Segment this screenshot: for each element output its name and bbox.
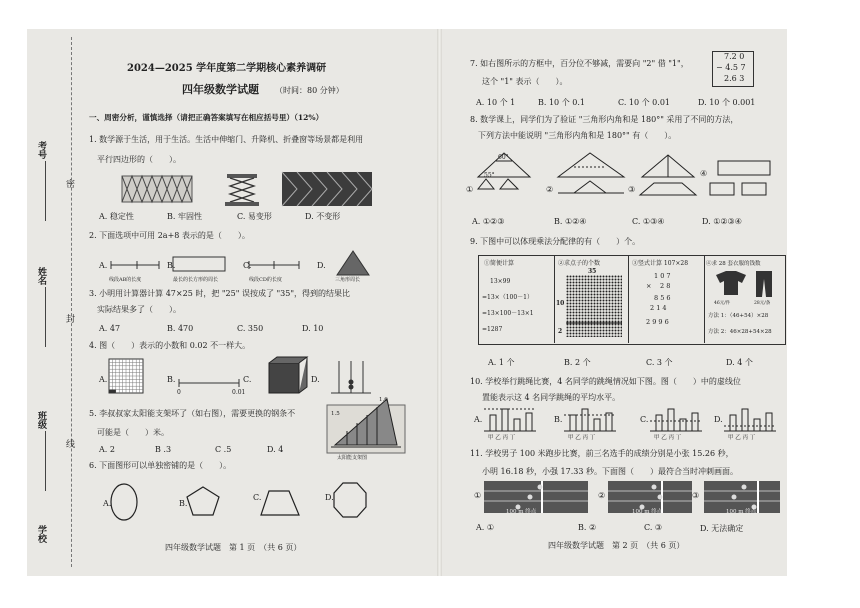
q11-mark-1: ①	[474, 491, 482, 500]
q3-option-b: B. 470	[167, 324, 194, 333]
q2-text: 2. 下面选项中可用 2a+8 表示的是（ ）。	[89, 231, 250, 240]
q1-text: 1. 数学源于生活，用于生活。生活中伸缩门、升降机、折叠窗等场景都是利用	[89, 135, 364, 144]
q10-chart-a	[484, 409, 536, 431]
q10-chart-b	[564, 409, 616, 431]
q7-box-line-1: 7.2 0	[724, 52, 745, 61]
q7-option-b: B. 10 个 0.1	[538, 98, 585, 107]
q7-text-2: 这个 "1" 表示（ ）。	[482, 77, 568, 86]
q9-option-d: D. 4 个	[726, 358, 753, 367]
ellipse-shape	[111, 484, 137, 520]
q5-figure-label-2: 1.6	[379, 397, 388, 403]
q2-caption-a: 线段AB的长度	[109, 277, 142, 283]
q10-chart-c	[650, 409, 702, 431]
q9-dots-35: 35	[588, 268, 597, 275]
abacus-figure	[331, 361, 371, 393]
exam-page-1	[27, 29, 437, 576]
q9-price-pants: 28元/条	[754, 301, 771, 306]
q5-option-b: B .3	[155, 445, 172, 454]
q5-option-a: A. 2	[99, 445, 115, 454]
exam-number-label: 考号	[36, 141, 46, 159]
q5-option-d: D. 4	[267, 445, 284, 454]
exam-sheet	[27, 29, 787, 576]
q9-text: 9. 下图中可以体现乘法分配律的有（ ）个。	[470, 237, 641, 246]
q9-vertical-1: 1 0 7	[654, 272, 671, 280]
q3-option-a: A. 47	[99, 324, 121, 333]
q11-option-d: D. 无法确定	[700, 524, 744, 533]
q8-mark-3: ③	[628, 185, 636, 194]
q1-figures	[122, 172, 382, 208]
segment-ab-figure	[111, 261, 159, 269]
q10-names-d: 甲 乙 丙 丁	[728, 435, 756, 441]
exam-page-2	[442, 29, 787, 576]
q3-text-2: 实际结果多了（ ）。	[97, 305, 181, 314]
q8-option-c: C. ①③④	[632, 217, 665, 226]
q2-figures	[109, 251, 369, 281]
segment-cd-figure	[249, 261, 299, 269]
q9-vertical-3: 8 5 6	[654, 294, 671, 302]
telescopic-gate-image	[122, 176, 192, 202]
q9-vertical-4: 2 1 4	[650, 304, 667, 312]
q3-option-c: C. 350	[237, 324, 264, 333]
exam-number-line	[45, 161, 46, 221]
trapezoid-shape	[261, 491, 299, 515]
class-label: 班级	[36, 411, 46, 429]
seal-feng-char: 封	[64, 314, 74, 323]
q11-text-2: 小明 16.18 秒，小强 17.33 秒。下面图（ ）最符合当时冲刺画面。	[482, 467, 738, 476]
q8-angle-60: 60°	[498, 154, 509, 161]
q5-text-2: 可能是（ ）米。	[97, 428, 169, 437]
q6-option-a: A.	[103, 499, 112, 508]
q1-option-a: A. 稳定性	[99, 212, 134, 221]
q10-option-a: A.	[474, 415, 483, 424]
q10-option-d: D.	[714, 415, 723, 424]
cube-blocks-figure	[269, 357, 307, 393]
q4-option-a: A.	[99, 375, 108, 384]
solar-bracket-figure	[327, 391, 405, 461]
number-line-figure	[179, 379, 239, 387]
q4-axis-zero: 0	[177, 389, 181, 396]
q6-option-c: C.	[253, 493, 262, 502]
seal-dashed-line	[71, 37, 72, 567]
q11-option-a: A. ①	[476, 523, 495, 532]
q7-text: 7. 如右图所示的方框中，百分位不够减，需要向 "2" 借 "1"，	[470, 59, 689, 68]
q6-option-d: D.	[325, 493, 334, 502]
q2-caption-c: 线段CD的长度	[249, 277, 282, 283]
section-1-heading: 一、周密分析，谨慎选择（请把正确答案填写在相应括号里）（12%）	[89, 113, 324, 122]
q4-axis-end: 0.01	[232, 389, 246, 396]
q9-option-b: B. 2 个	[564, 358, 591, 367]
q9-divider-2	[628, 255, 629, 343]
q10-text: 10. 学校举行跳绳比赛，4 名同学的跳绳情况如下图。图（ ）中的虚线位	[470, 377, 741, 386]
page-1-footer: 四年级数学试题 第 1 页 （共 6 页）	[165, 543, 302, 552]
q6-option-b: B.	[179, 499, 188, 508]
q3-text: 3. 小明用计算器计算 47×25 时，把 "25" 误按成了 "35"，得到的结果比	[89, 289, 351, 298]
q9-head-1: ①简便计算	[484, 260, 515, 267]
q8-option-a: A. ①②③	[472, 217, 505, 226]
q10-names-a: 甲 乙 丙 丁	[488, 435, 516, 441]
q9-vertical-5: 2 9 9 6	[646, 318, 669, 326]
q11-text: 11. 学校男子 100 米跑步比赛，前三名选手的成绩分别是小张 15.26 秒，	[470, 449, 734, 458]
folding-window-image	[282, 172, 372, 206]
q5-figure-label-1: 1.5	[331, 411, 340, 417]
exam-title: 2024—2025 学年度第二学期核心素养调研	[127, 63, 327, 74]
q9-price-shirt: 46元/件	[714, 301, 731, 306]
clothes-figure	[712, 269, 776, 301]
q5-option-c: C .5	[215, 445, 232, 454]
q4-option-d: D.	[311, 375, 320, 384]
q9-head-4: ④求 28 套衣服的钱数	[706, 261, 761, 267]
name-label: 姓名	[36, 267, 46, 285]
q2-caption-d: 三角形周长	[335, 277, 361, 283]
q4-option-c: C.	[243, 375, 252, 384]
exam-subtitle: 四年级数学试题	[182, 83, 259, 96]
q2-option-b: B.	[167, 261, 176, 270]
triangle-figure	[337, 251, 369, 275]
q6-text: 6. 下面图形可以单独密铺的是（ ）。	[89, 461, 232, 470]
q11-option-c: C. ③	[644, 523, 663, 532]
q8-figure-4	[710, 161, 770, 195]
q9-option-c: C. 3 个	[646, 358, 673, 367]
q7-option-d: D. 10 个 0.001	[698, 98, 756, 107]
q10-option-c: C.	[640, 415, 649, 424]
q9-calc-line-1: 13×99	[490, 278, 511, 285]
q2-option-a: A.	[99, 261, 108, 270]
q9-calc-line-2: =13×（100－1）	[482, 294, 533, 301]
q9-head-2: ②求点子的个数	[558, 260, 601, 267]
q9-vertical-2: × 2 8	[646, 282, 671, 290]
page-2-footer: 四年级数学试题 第 2 页 （共 6 页）	[548, 541, 685, 550]
q11-mark-2: ②	[598, 491, 606, 500]
q7-option-c: C. 10 个 0.01	[618, 98, 670, 107]
q8-mark-1: ①	[466, 185, 474, 194]
q11-track-label-1: 100 m 终点	[506, 509, 537, 515]
q9-calc-line-4: =1287	[482, 326, 503, 333]
q8-text-2: 下列方法中能说明 "三角形内角和是 180°" 有（ ）。	[478, 131, 677, 140]
q4-option-b: B.	[167, 375, 176, 384]
q3-option-d: D. 10	[302, 324, 324, 333]
q2-caption-b: 最长的长方形的周长	[173, 277, 219, 283]
exam-time: （时间：80 分钟）	[275, 86, 344, 95]
q8-figures	[474, 147, 774, 205]
class-line	[45, 431, 46, 491]
q4-text: 4. 图（ ）表示的小数和 0.02 不一样大。	[89, 341, 251, 350]
hundred-grid-figure	[109, 359, 143, 393]
q11-track-label-2: 100 m 终点	[632, 509, 663, 515]
q11-track-label-3: 100 m 终点	[726, 509, 757, 515]
q6-figures	[109, 481, 369, 527]
octagon-shape	[334, 483, 366, 517]
rectangle-figure	[173, 257, 225, 271]
q10-bar-figures	[484, 405, 784, 433]
q10-names-c: 甲 乙 丙 丁	[654, 435, 682, 441]
q9-divider-3	[704, 255, 705, 343]
q9-head-3: ③竖式计算 107×28	[632, 260, 689, 267]
q7-box-line-3: 2.6 3	[724, 74, 745, 83]
q10-names-b: 甲 乙 丙 丁	[568, 435, 596, 441]
q9-option-a: A. 1 个	[488, 358, 515, 367]
q11-option-b: B. ②	[578, 523, 597, 532]
q8-option-d: D. ①②③④	[702, 217, 742, 226]
school-label: 学校	[36, 525, 46, 543]
q1-option-c: C. 易变形	[237, 212, 272, 221]
q8-angle-55: 55°	[484, 172, 495, 179]
q10-chart-d	[724, 409, 776, 431]
q9-dots-2: 2	[558, 328, 563, 335]
q1-option-d: D. 不变形	[305, 212, 341, 221]
q7-option-a: A. 10 个 1	[476, 98, 516, 107]
q9-method-2: 方法 2：46×28+54×28	[708, 329, 772, 335]
q2-option-d: D.	[317, 261, 326, 270]
q9-dots-10: 10	[556, 300, 565, 307]
q8-text: 8. 数学课上，同学们为了验证 "三角形内角和是 180°" 采用了不同的方法，	[470, 115, 739, 124]
q1-option-b: B. 牢固性	[167, 212, 202, 221]
q7-box-line-2: − 4.5 7	[716, 63, 746, 72]
q10-option-b: B.	[554, 415, 563, 424]
seal-mi-char: 密	[64, 179, 74, 188]
name-line	[45, 287, 46, 347]
q2-option-c: C.	[243, 261, 252, 270]
q11-mark-3: ③	[692, 491, 700, 500]
q8-figure-2	[558, 153, 624, 193]
q8-figure-3	[640, 155, 696, 195]
dot-array-figure	[566, 275, 622, 337]
q9-method-1: 方法 1：（46+54）×28	[708, 313, 769, 319]
q5-text: 5. 李叔叔家太阳能支架坏了（如右图），需要更换的钢条不	[89, 409, 296, 418]
seal-xian-char: 线	[64, 439, 74, 448]
pentagon-shape	[187, 487, 219, 515]
scissor-lift-image	[225, 174, 259, 206]
q8-mark-4: ④	[700, 169, 708, 178]
q8-mark-2: ②	[546, 185, 554, 194]
q5-figure-caption: 太阳能支架图	[337, 455, 368, 461]
q9-divider-1	[554, 255, 555, 343]
q1-text-2: 平行四边形的（ ）。	[97, 155, 181, 164]
q8-option-b: B. ①②④	[554, 217, 587, 226]
q9-calc-line-3: =13×100－13×1	[482, 310, 534, 317]
q10-text-2: 置能表示这 4 名同学跳绳的平均水平。	[482, 393, 621, 402]
